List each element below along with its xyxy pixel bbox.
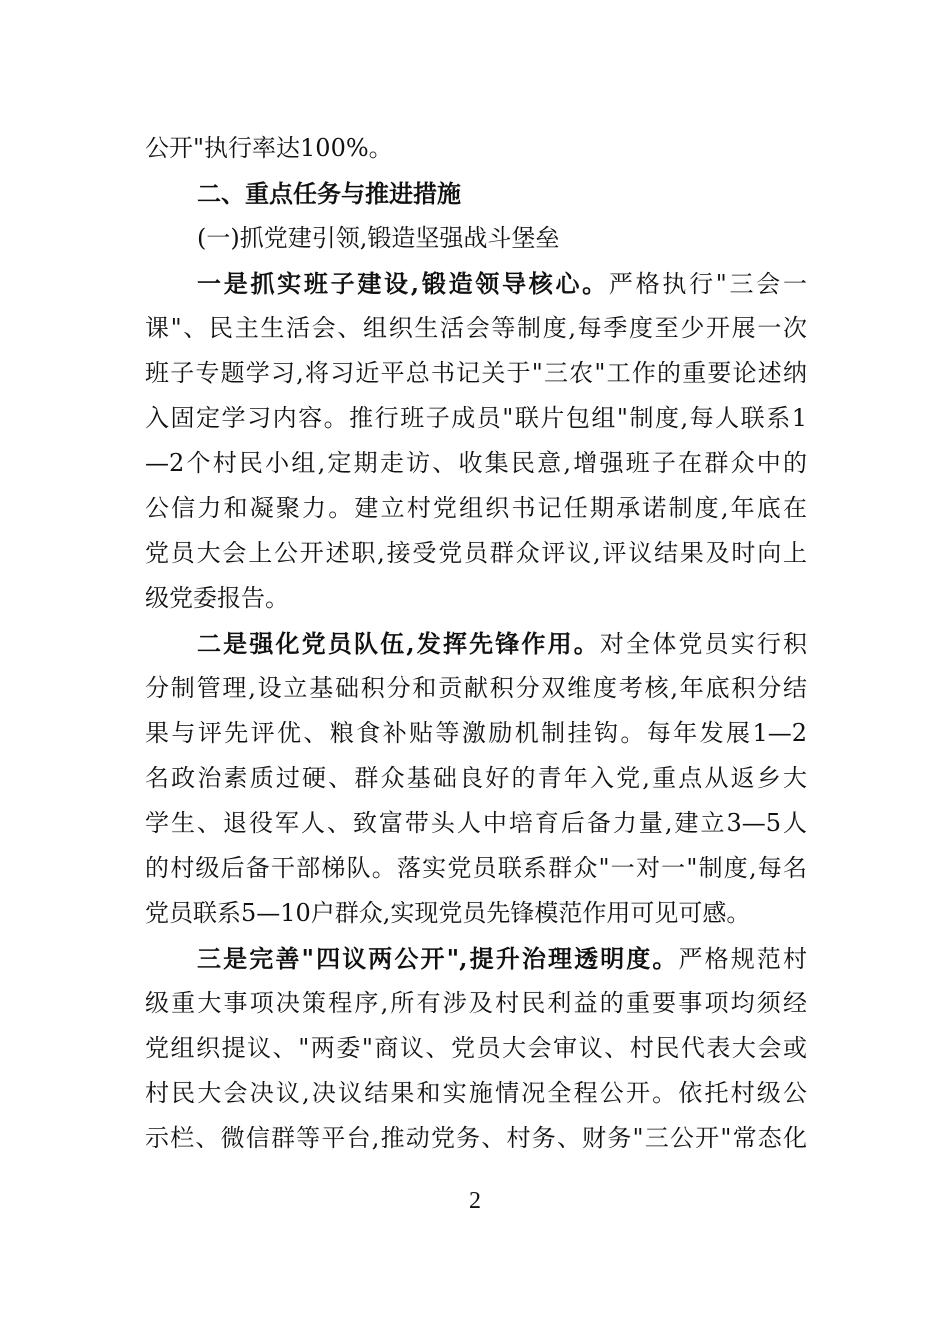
- paragraph-line: 名政治素质过硬、群众基础良好的青年入党,重点从返乡大: [145, 764, 807, 792]
- paragraph-line: 班子专题学习,将习近平总书记关于"三农"工作的重要论述纳: [145, 359, 807, 387]
- page-number: 2: [469, 1188, 481, 1214]
- paragraph-line: 入固定学习内容。推行班子成员"联片包组"制度,每人联系1: [145, 404, 807, 432]
- paragraph-line: [145, 261, 807, 306]
- paragraph-line: 公信力和凝聚力。建立村党组织书记任期承诺制度,年底在: [145, 494, 807, 522]
- paragraph-text: 对全体党员实行积: [599, 630, 807, 658]
- paragraph-line: 课"、民主生活会、组织生活会等制度,每季度至少开展一次: [145, 314, 807, 342]
- paragraph-line: 公开"执行率达100%。: [145, 134, 393, 162]
- paragraph-lead: 一是抓实班子建设,锻造领导核心。: [197, 269, 609, 298]
- paragraph-lead: 三是完善"四议两公开",提升治理透明度。: [197, 944, 679, 973]
- paragraph-line: 示栏、微信群等平台,推动党务、村务、财务"三公开"常态化: [145, 1124, 807, 1152]
- section-heading: 二、重点任务与推进措施: [197, 179, 461, 208]
- paragraph-line: 分制管理,设立基础积分和贡献积分双维度考核,年底积分结: [145, 674, 807, 702]
- paragraph-line: 村民大会决议,决议结果和实施情况全程公开。依托村级公: [145, 1079, 807, 1107]
- paragraph-text: 严格执行"三会一: [608, 270, 807, 298]
- subsection-heading: (一)抓党建引领,锻造坚强战斗堡垒: [197, 224, 560, 252]
- paragraph-line: 党员联系5—10户群众,实现党员先锋模范作用可见可感。: [145, 899, 751, 927]
- document-body: [145, 126, 807, 1161]
- paragraph-lead: 二是强化党员队伍,发挥先锋作用。: [197, 629, 600, 658]
- paragraph-line: 级党委报告。: [145, 584, 289, 612]
- paragraph-text: 严格规范村: [678, 945, 807, 973]
- paragraph-line: —2个村民小组,定期走访、收集民意,增强班子在群众中的: [145, 449, 807, 477]
- paragraph-line: 果与评先评优、粮食补贴等激励机制挂钩。每年发展1—2: [145, 719, 807, 747]
- paragraph-line: [145, 936, 807, 981]
- paragraph-line: 级重大事项决策程序,所有涉及村民利益的重要事项均须经: [145, 989, 807, 1017]
- paragraph-line: 的村级后备干部梯队。落实党员联系群众"一对一"制度,每名: [145, 854, 807, 882]
- paragraph-line: 党员大会上公开述职,接受党员群众评议,评议结果及时向上: [145, 539, 807, 567]
- paragraph-line: [145, 621, 807, 666]
- paragraph-line: 党组织提议、"两委"商议、党员大会审议、村民代表大会或: [145, 1034, 807, 1062]
- paragraph-line: 学生、退役军人、致富带头人中培育后备力量,建立3—5人: [145, 809, 807, 837]
